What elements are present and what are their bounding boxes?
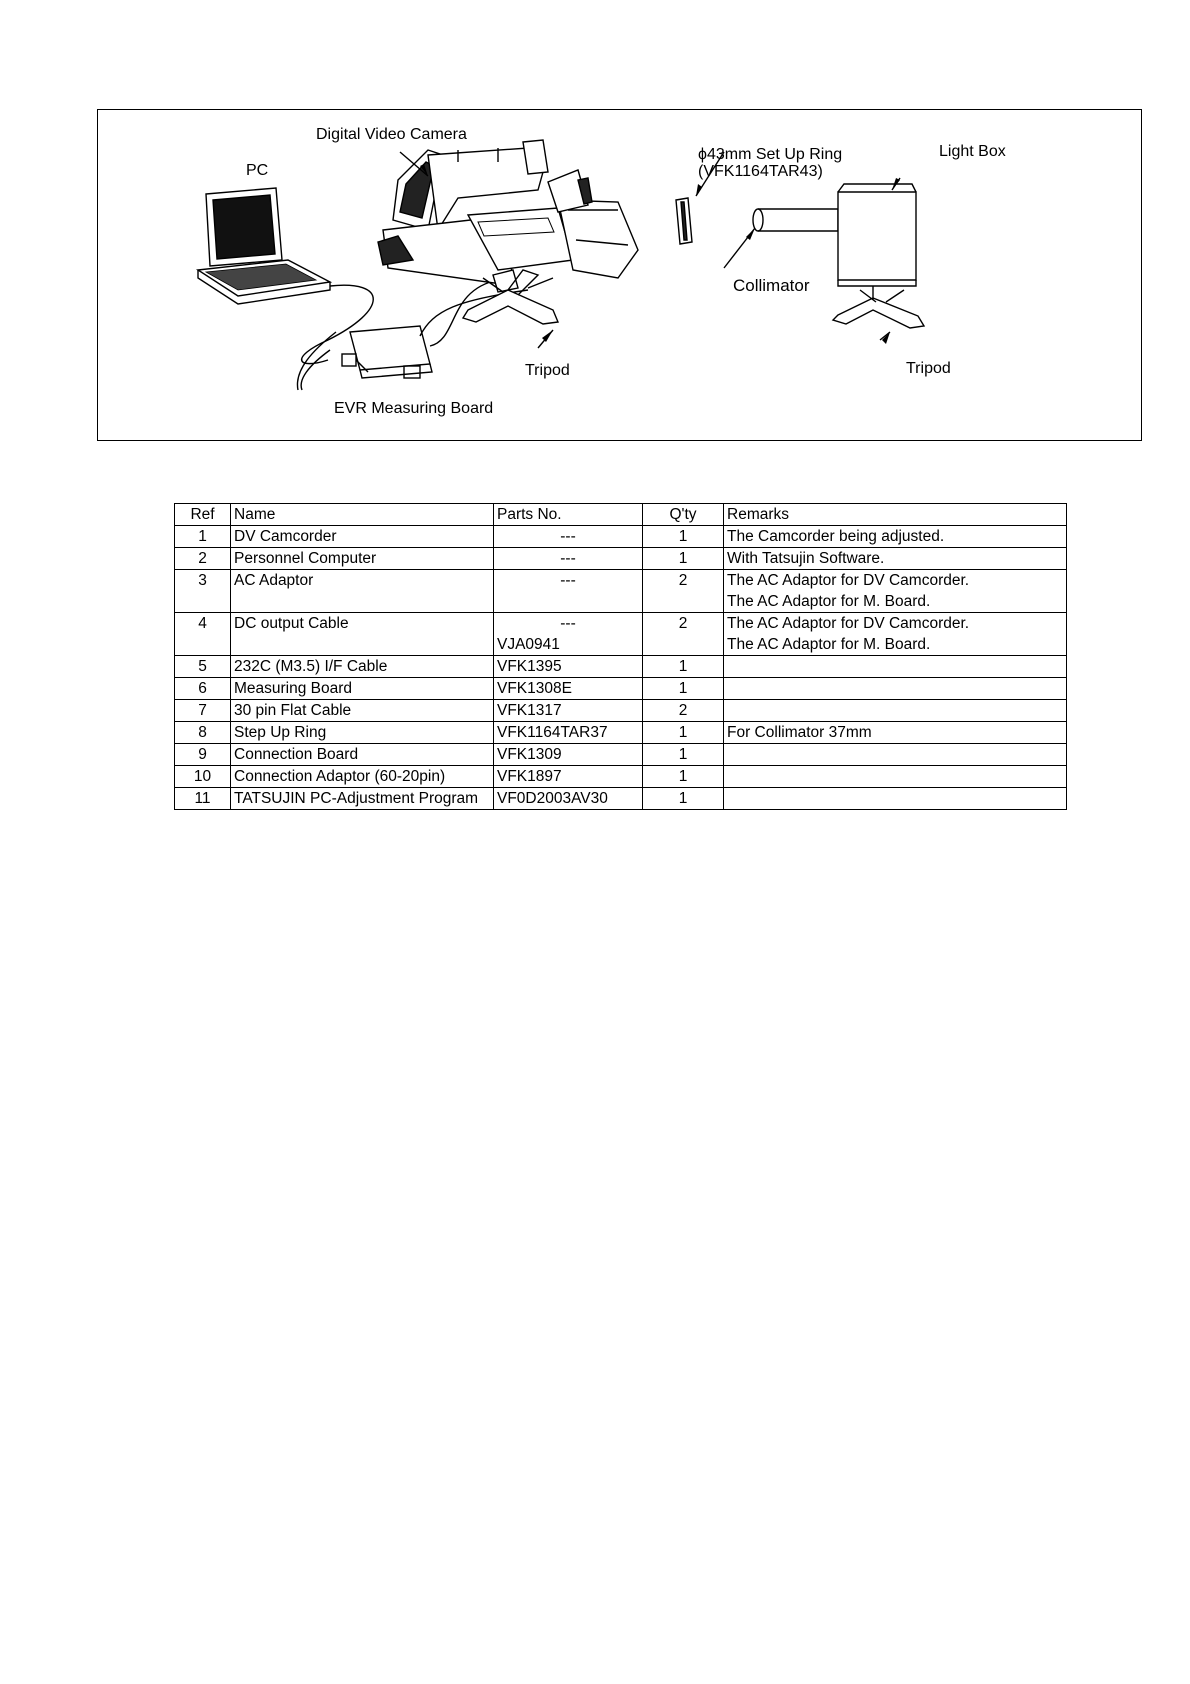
table-row xyxy=(175,766,1067,788)
table-row xyxy=(175,526,1067,548)
header-ref: Ref xyxy=(175,504,231,526)
label-set-up-ring-part: (VFK1164TAR43) xyxy=(698,163,823,180)
cell-remarks xyxy=(724,788,1067,810)
cell-parts-no: VFK1164TAR37 xyxy=(494,722,643,744)
table-row xyxy=(175,656,1067,678)
cell-remarks xyxy=(724,700,1067,722)
cell-name: TATSUJIN PC-Adjustment Program xyxy=(231,788,494,810)
cell-parts-no: VFK1317 xyxy=(494,700,643,722)
cell-remarks: The Camcorder being adjusted. xyxy=(724,526,1067,548)
cell-parts-no xyxy=(494,613,643,656)
set-up-ring-illustration xyxy=(676,198,692,244)
cell-qty: 1 xyxy=(643,678,724,700)
evr-board-illustration xyxy=(342,326,432,378)
label-set-up-ring: ϕ43mm Set Up Ring xyxy=(698,146,843,163)
remarks-line: The AC Adaptor for DV Camcorder. xyxy=(727,572,970,589)
cell-ref: 1 xyxy=(175,526,231,548)
cell-qty: 1 xyxy=(643,744,724,766)
cell-ref: 2 xyxy=(175,548,231,570)
parts-no-line: VJA0941 xyxy=(497,636,560,653)
table-header-row xyxy=(175,504,1067,526)
header-qty: Q'ty xyxy=(643,504,724,526)
cell-qty: 2 xyxy=(643,570,724,613)
label-evr-board: EVR Measuring Board xyxy=(334,400,494,417)
header-name: Name xyxy=(231,504,494,526)
table-row xyxy=(175,722,1067,744)
cell-qty: 1 xyxy=(643,548,724,570)
cell-parts-no: VFK1395 xyxy=(494,656,643,678)
remarks-line: The AC Adaptor for M. Board. xyxy=(727,636,931,653)
cell-ref: 9 xyxy=(175,744,231,766)
table-row xyxy=(175,548,1067,570)
cell-name: Personnel Computer xyxy=(231,548,494,570)
cell-qty: 2 xyxy=(643,700,724,722)
parts-no-line: --- xyxy=(560,615,576,632)
header-remarks: Remarks xyxy=(724,504,1067,526)
cell-ref: 11 xyxy=(175,788,231,810)
table-row xyxy=(175,570,1067,613)
label-pc: PC xyxy=(246,162,269,179)
collimator-illustration xyxy=(753,184,916,286)
cell-name: Step Up Ring xyxy=(231,722,494,744)
table-row xyxy=(175,788,1067,810)
cell-ref: 8 xyxy=(175,722,231,744)
cell-name: 232C (M3.5) I/F Cable xyxy=(231,656,494,678)
cell-name: 30 pin Flat Cable xyxy=(231,700,494,722)
cell-name: DV Camcorder xyxy=(231,526,494,548)
cell-qty: 1 xyxy=(643,722,724,744)
cell-name: AC Adaptor xyxy=(231,570,494,613)
cell-remarks xyxy=(724,570,1067,613)
cell-name: Measuring Board xyxy=(231,678,494,700)
cell-parts-no: --- xyxy=(494,526,643,548)
equipment-setup-diagram xyxy=(97,109,1142,441)
cell-name: Connection Board xyxy=(231,744,494,766)
label-light-box: Light Box xyxy=(939,143,1006,160)
cell-ref: 4 xyxy=(175,613,231,656)
cell-remarks xyxy=(724,744,1067,766)
cell-parts-no: VFK1309 xyxy=(494,744,643,766)
label-tripod-right: Tripod xyxy=(906,360,951,377)
cell-parts-no: VFK1308E xyxy=(494,678,643,700)
cell-ref: 3 xyxy=(175,570,231,613)
cell-name: Connection Adaptor (60-20pin) xyxy=(231,766,494,788)
cell-ref: 10 xyxy=(175,766,231,788)
cell-parts-no: VF0D2003AV30 xyxy=(494,788,643,810)
parts-table xyxy=(174,503,1067,810)
label-tripod-left: Tripod xyxy=(525,362,570,379)
cell-remarks xyxy=(724,613,1067,656)
cell-qty: 1 xyxy=(643,656,724,678)
cell-parts-no: --- xyxy=(494,570,643,613)
label-digital-video-camera: Digital Video Camera xyxy=(316,126,467,143)
cell-parts-no: VFK1897 xyxy=(494,766,643,788)
cell-parts-no: --- xyxy=(494,548,643,570)
pc-laptop-illustration xyxy=(198,188,330,304)
cell-remarks xyxy=(724,678,1067,700)
cell-remarks xyxy=(724,656,1067,678)
cell-remarks: For Collimator 37mm xyxy=(724,722,1067,744)
remarks-line: The AC Adaptor for DV Camcorder. xyxy=(727,615,970,632)
cell-qty: 1 xyxy=(643,526,724,548)
table-row xyxy=(175,700,1067,722)
table-row xyxy=(175,613,1067,656)
cell-ref: 5 xyxy=(175,656,231,678)
tripod-right-illustration xyxy=(833,286,924,328)
cell-qty: 2 xyxy=(643,613,724,656)
cell-ref: 7 xyxy=(175,700,231,722)
cell-name: DC output Cable xyxy=(231,613,494,656)
cell-ref: 6 xyxy=(175,678,231,700)
table-row xyxy=(175,744,1067,766)
cell-remarks xyxy=(724,766,1067,788)
remarks-line: The AC Adaptor for M. Board. xyxy=(727,593,931,610)
cell-qty: 1 xyxy=(643,788,724,810)
label-collimator: Collimator xyxy=(733,276,810,295)
header-parts-no: Parts No. xyxy=(494,504,643,526)
cell-qty: 1 xyxy=(643,766,724,788)
cell-remarks: With Tatsujin Software. xyxy=(724,548,1067,570)
table-row xyxy=(175,678,1067,700)
camera-illustration xyxy=(378,140,638,285)
